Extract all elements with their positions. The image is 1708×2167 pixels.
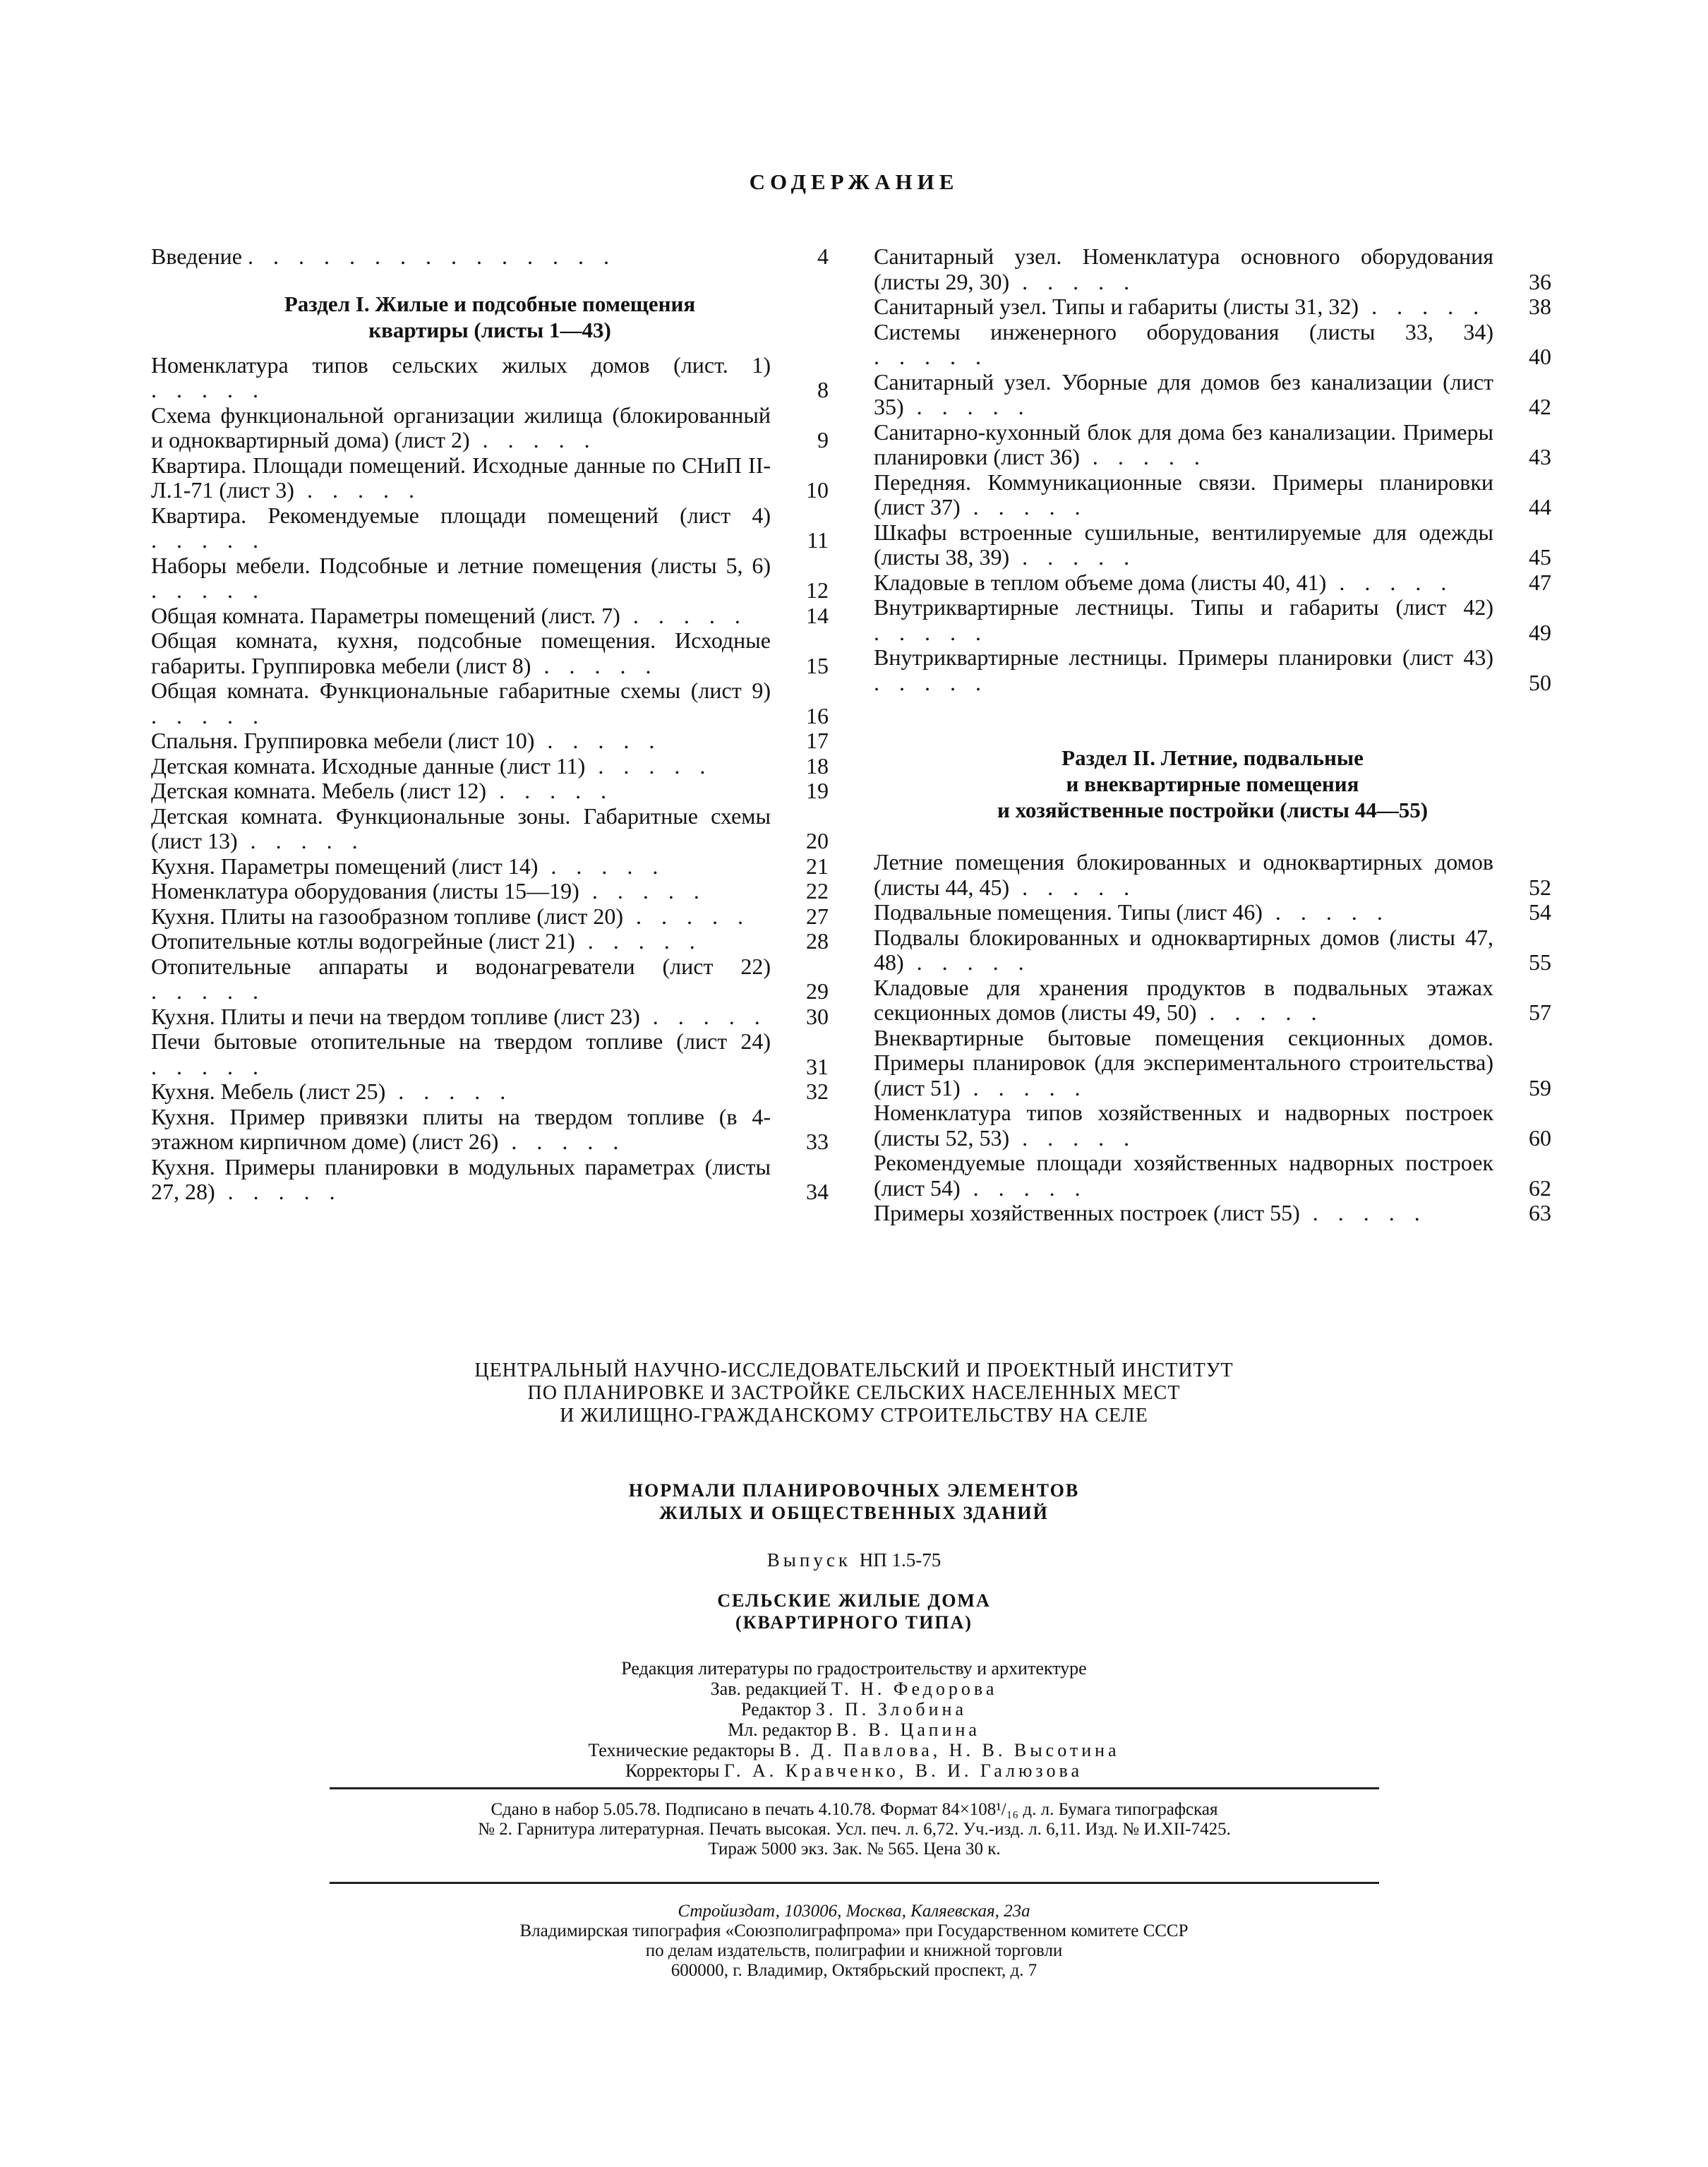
toc-entry-text: Номенклатура типов хозяйственных и надворных построек (листы 52, 53): [874, 1100, 1493, 1151]
toc-entry-page: 33: [806, 1129, 829, 1154]
leader-dots: . . . . .: [498, 1129, 626, 1154]
credit-line: [0, 1699, 1708, 1719]
toc-entry-page: 12: [806, 577, 829, 603]
toc-entry-page: 10: [806, 477, 829, 503]
leader-dots: . . . . .: [620, 602, 747, 628]
leader-dots: . . . . .: [1009, 268, 1137, 294]
toc-left-column: [151, 244, 829, 1205]
toc-entry-text: Схема функциональной организации жилища (блокированный и одноквартирный дома) (лист 2): [151, 402, 771, 452]
toc-entry: [151, 728, 829, 754]
toc-entry: [874, 320, 1551, 370]
toc-entry: [874, 570, 1551, 596]
toc-entry-text: Кухня. Плиты и печи на твердом топливе (лист 23): [151, 1003, 640, 1029]
credit-name: Г. А. Кравченко, В. И. Галюзова: [723, 1760, 1083, 1781]
toc-entry-text: Санитарный узел. Уборные для домов без канализации (лист 35): [874, 368, 1493, 419]
leader-dots: . . . . .: [585, 752, 713, 779]
section-heading-1: [151, 291, 829, 343]
toc-entry: [151, 403, 829, 453]
credit-name: В. Д. Павлова, Н. В. Высотина: [778, 1740, 1120, 1760]
toc-entry-text: Номенклатура типов сельских жилых домов (лист. 1): [151, 352, 771, 378]
leader-dots: . . . . .: [469, 427, 597, 452]
leader-dots: . . . . .: [903, 394, 1031, 419]
issue-label: Выпуск: [766, 1549, 851, 1571]
toc-entry-text: Детская комната. Функциональные зоны. Габаритные схемы (лист 13): [151, 803, 771, 853]
toc-entry-text: Санитарно-кухонный блок для дома без канализации. Примеры планировки (лист 36): [874, 419, 1493, 469]
toc-entry-page: 29: [806, 978, 829, 1004]
leader-dots: . . . . .: [215, 1179, 342, 1204]
credit-name: Т. Н. Федорова: [831, 1679, 998, 1699]
toc-entry: [151, 678, 829, 728]
toc-entry: [151, 503, 829, 553]
leader-dots: . . . . .: [1196, 1000, 1324, 1025]
toc-entry-page: 49: [1529, 619, 1551, 645]
toc-entry-text: Детская комната. Исходные данные (лист 11): [151, 752, 586, 779]
leader-dots: . . . . .: [575, 928, 702, 954]
toc-entry-page: 31: [806, 1053, 829, 1079]
leader-dots: . . . . .: [579, 878, 706, 904]
toc-entry-page: 42: [1529, 394, 1551, 419]
leader-dots: . . . . .: [1079, 444, 1207, 469]
leader-dots: . . . . .: [385, 1079, 513, 1104]
divider-rule: [330, 1882, 1379, 1884]
leader-dots: . . . . .: [151, 702, 265, 728]
toc-entry-page: 55: [1529, 949, 1551, 975]
credit-line: [0, 1740, 1708, 1760]
institute-line: И ЖИЛИЩНО-ГРАЖДАНСКОМУ СТРОИТЕЛЬСТВУ НА СЕЛЕ: [560, 1405, 1148, 1427]
toc-entry-page: 21: [806, 853, 829, 879]
toc-entry-text: Внеквартирные бытовые помещения секционных домов. Примеры планировок (для экспериментального строительства) (лист 51): [874, 1024, 1493, 1100]
print-info: [330, 1800, 1379, 1859]
toc-entry-text: Квартира. Площади помещений. Исходные данные по СНиП II-Л.1-71 (лист 3): [151, 452, 771, 503]
toc-entry: [874, 850, 1551, 900]
section-heading-2: [874, 745, 1551, 823]
toc-entry: [151, 1155, 829, 1205]
toc-entry-page: 9: [817, 427, 829, 452]
book-title-line: СЕЛЬСКИЕ ЖИЛЫЕ ДОМА: [717, 1590, 991, 1611]
toc-entry-page: 52: [1529, 874, 1551, 900]
leader-dots: . . . . .: [960, 1175, 1088, 1201]
toc-entry-intro: [151, 244, 829, 270]
credit-role: Мл. редактор: [728, 1719, 832, 1740]
toc-entry-text: Шкафы встроенные сушильные, вентилируемые для одежды (листы 38, 39): [874, 519, 1493, 570]
toc-entry-text: Наборы мебели. Подсобные и летние помещения (листы 5, 6): [151, 552, 771, 578]
section-heading-line: и внеквартирные помещения: [1066, 772, 1359, 796]
toc-entry-page: 63: [1529, 1200, 1551, 1225]
print-info-line: Сдано в набор 5.05.78. Подписано в печать 4.10.78. Формат 84×108¹/₁₆ д. л. Бумага типографская: [491, 1800, 1218, 1819]
toc-entry: [874, 900, 1551, 925]
section-heading-line: квартиры (листы 1—43): [368, 317, 611, 342]
toc-entry-page: 59: [1529, 1074, 1551, 1100]
toc-entry-page: 11: [807, 527, 829, 553]
leader-dots: . . . . .: [531, 652, 658, 678]
toc-entry-text: Кухня. Пример привязки плиты на твердом топливе (в 4-этажном кирпичном доме) (лист 26): [151, 1103, 771, 1154]
toc-entry-page: 16: [806, 702, 829, 728]
toc-entry-text: Спальня. Группировка мебели (лист 10): [151, 728, 535, 753]
toc-entry-text: Печи бытовые отопительные на твердом топливе (лист 24): [151, 1028, 771, 1054]
credit-role: Корректоры: [625, 1760, 720, 1781]
toc-entry-text: Общая комната, кухня, подсобные помещения. Исходные габариты. Группировка мебели (лист 8): [151, 628, 771, 678]
leader-dots: . . . . .: [538, 853, 666, 879]
section-heading-line: Раздел II. Летние, подвальные: [1062, 745, 1364, 770]
toc-entry-page: 54: [1529, 899, 1551, 925]
toc-entry-text: Санитарный узел. Номенклатура основного оборудования (листы 29, 30): [874, 244, 1493, 294]
leader-dots: . . . . .: [1359, 294, 1486, 319]
toc-entry-text: Кладовые для хранения продуктов в подвальных этажах секционных домов (листы 49, 50): [874, 974, 1493, 1025]
issue-code: НП 1.5-75: [859, 1549, 942, 1571]
toc-entry-text: Кухня. Примеры планировки в модульных параметрах (листы 27, 28): [151, 1153, 771, 1204]
book-title-line: (КВАРТИРНОГО ТИПА): [735, 1612, 973, 1633]
toc-entry-text: Кухня. Мебель (лист 25): [151, 1079, 386, 1104]
credit-line: [0, 1658, 1708, 1679]
printer-line: 600000, г. Владимир, Октябрьский проспект, д. 7: [670, 1961, 1038, 1980]
leader-dots: . . . . .: [151, 978, 265, 1004]
toc-entry: [151, 353, 829, 403]
toc-entry: [874, 645, 1551, 695]
toc-entry: [874, 1201, 1551, 1226]
toc-entry-text: Отопительные котлы водогрейные (лист 21): [151, 928, 575, 954]
toc-entry: [151, 1029, 829, 1079]
toc-entry-page: 4: [817, 244, 829, 269]
credit-line: [0, 1679, 1708, 1699]
toc-entry-page: 62: [1529, 1175, 1551, 1201]
leader-dots: . . . . .: [151, 577, 265, 603]
editorial-credits: [0, 1658, 1708, 1781]
divider-rule: [330, 1787, 1379, 1789]
leader-dots: . . . . .: [903, 949, 1031, 975]
toc-entry-page: 57: [1529, 1000, 1551, 1025]
section-heading-line: Раздел I. Жилые и подсобные помещения: [284, 291, 696, 316]
issue-number: [0, 1549, 1708, 1571]
toc-entry-text: Кухня. Параметры помещений (лист 14): [151, 853, 539, 879]
toc-entry: [874, 925, 1551, 976]
toc-entry: [151, 954, 829, 1004]
toc-entry-text: Введение: [151, 244, 242, 269]
page-title: СОДЕРЖАНИЕ: [749, 169, 959, 194]
toc-entry-page: 14: [806, 602, 829, 628]
toc-entry: [151, 1105, 829, 1155]
toc-entry-text: Передняя. Коммуникационные связи. Примеры планировки (лист 37): [874, 469, 1493, 520]
toc-entry: [151, 879, 829, 904]
series-line: НОРМАЛИ ПЛАНИРОВОЧНЫХ ЭЛЕМЕНТОВ: [628, 1480, 1080, 1501]
institute-line: ЦЕНТРАЛЬНЫЙ НАУЧНО-ИССЛЕДОВАТЕЛЬСКИЙ И ПРОЕКТНЫЙ ИНСТИТУТ: [474, 1359, 1234, 1381]
leader-dots: . . . . .: [1299, 1200, 1427, 1225]
toc-entry-page: 47: [1529, 569, 1551, 595]
toc-entry: [151, 754, 829, 779]
toc-entry-text: Кладовые в теплом объеме дома (листы 40, 41): [874, 569, 1327, 595]
leader-dots: . . . . .: [151, 527, 265, 553]
toc-list-right-a: [874, 244, 1551, 695]
toc-list-left: [151, 353, 829, 1205]
toc-entry-text: Подвальные помещения. Типы (лист 46): [874, 899, 1263, 925]
toc-entry: [874, 1151, 1551, 1201]
toc-entry: [874, 294, 1551, 320]
toc-entry: [151, 553, 829, 604]
credit-line: [0, 1760, 1708, 1781]
toc-entry: [874, 370, 1551, 420]
credit-name: З. П. Злобина: [815, 1699, 967, 1719]
toc-entry-text: Системы инженерного оборудования (листы 33, 34): [874, 318, 1493, 344]
toc-entry: [151, 854, 829, 880]
toc-entry: [874, 520, 1551, 570]
credit-role: Редакция литературы по градостроительству и архитектуре: [621, 1658, 1087, 1679]
leader-dots: . . . . .: [294, 477, 421, 503]
toc-entry-page: 34: [806, 1179, 829, 1204]
toc-entry-text: Внутриквартирные лестницы. Типы и габариты (лист 42): [874, 594, 1493, 620]
leader-dots: . . . . .: [1262, 899, 1390, 925]
section-heading-line: и хозяйственные постройки (листы 44—55): [997, 798, 1429, 822]
toc-entry: [151, 453, 829, 503]
toc-entry: [151, 904, 829, 930]
toc-entry-page: 30: [806, 1003, 829, 1029]
toc-entry: [874, 976, 1551, 1026]
toc-entry-text: Детская комната. Мебель (лист 12): [151, 778, 487, 803]
leader-dots: . . . . .: [151, 377, 265, 402]
toc-entry-page: 27: [806, 903, 829, 929]
toc-entry-page: 40: [1529, 344, 1551, 369]
leader-dots: . . . . .: [874, 619, 988, 645]
leader-dots: . . . . .: [960, 1074, 1088, 1100]
printer-line: по делам издательств, полиграфии и книжной торговли: [645, 1941, 1063, 1960]
toc-entry-text: Номенклатура оборудования (листы 15—19): [151, 878, 579, 904]
leader-dots: . . . . .: [874, 344, 988, 369]
publisher-address: Стройиздат, 103006, Москва, Каляевская, 23а: [678, 1902, 1030, 1921]
leader-dots: . . . . . . . . . . . . . . .: [247, 244, 616, 269]
toc-entry-page: 18: [806, 752, 829, 779]
toc-entry-page: 22: [806, 878, 829, 904]
book-title: [0, 1590, 1708, 1633]
leader-dots: . . . . .: [639, 1003, 767, 1029]
toc-entry: [874, 244, 1551, 294]
toc-entry: [874, 1026, 1551, 1101]
leader-dots: . . . . .: [623, 903, 750, 929]
leader-dots: . . . . .: [1009, 544, 1137, 570]
toc-entry: [151, 1079, 829, 1105]
toc-entry-text: Кухня. Плиты на газообразном топливе (лист 20): [151, 903, 623, 929]
leader-dots: . . . . .: [237, 828, 365, 853]
toc-entry-text: Подвалы блокированных и одноквартирных домов (листы 47, 48): [874, 924, 1493, 975]
institute-line: ПО ПЛАНИРОВКЕ И ЗАСТРОЙКЕ СЕЛЬСКИХ НАСЕЛЕННЫХ МЕСТ: [527, 1382, 1181, 1404]
toc-entry-text: Санитарный узел. Типы и габариты (листы 31, 32): [874, 294, 1359, 319]
toc-entry: [151, 929, 829, 954]
series-title: [0, 1479, 1708, 1525]
toc-entry: [874, 420, 1551, 470]
toc-entry: [874, 1100, 1551, 1151]
institute-name: [0, 1359, 1708, 1427]
leader-dots: . . . . .: [960, 494, 1088, 520]
toc-entry-page: 32: [806, 1079, 829, 1104]
toc-right-column: [874, 244, 1551, 1226]
credit-name: В. В. Цапина: [836, 1719, 980, 1740]
leader-dots: . . . . .: [1009, 1124, 1137, 1151]
credit-line: [0, 1719, 1708, 1740]
toc-entry-page: 60: [1529, 1124, 1551, 1151]
toc-entry-page: 20: [806, 828, 829, 853]
toc-entry-text: Рекомендуемые площади хозяйственных надворных построек (лист 54): [874, 1150, 1493, 1201]
toc-entry-page: 45: [1529, 544, 1551, 570]
toc-entry-page: 50: [1529, 669, 1551, 695]
leader-dots: . . . . .: [151, 1053, 265, 1079]
toc-entry-page: 15: [806, 652, 829, 678]
leader-dots: . . . . .: [1009, 874, 1137, 900]
print-info-line: Тираж 5000 экз. Зак. № 565. Цена 30 к.: [708, 1839, 1001, 1859]
print-info-line: № 2. Гарнитура литературная. Печать высокая. Усл. печ. л. 6,72. Уч.-изд. л. 6,11. Изд. № И.XII-7425.: [478, 1820, 1231, 1839]
leader-dots: . . . . .: [1326, 569, 1454, 595]
toc-entry: [151, 628, 829, 678]
toc-entry: [874, 470, 1551, 520]
toc-entry: [151, 779, 829, 804]
publisher-info: [0, 1902, 1708, 1981]
toc-entry-text: Внутриквартирные лестницы. Примеры планировки (лист 43): [874, 644, 1493, 670]
toc-entry-page: 19: [806, 778, 829, 803]
toc-entry: [874, 595, 1551, 645]
toc-entry-page: 36: [1529, 268, 1551, 294]
toc-entry-text: Общая комната. Параметры помещений (лист. 7): [151, 602, 620, 628]
series-line: ЖИЛЫХ И ОБЩЕСТВЕННЫХ ЗДАНИЙ: [659, 1503, 1049, 1523]
printer-line: Владимирская типография «Союзполиграфпрома» при Государственном комитете СССР: [519, 1921, 1189, 1940]
toc-entry-page: 8: [817, 377, 829, 402]
toc-entry-text: Примеры хозяйственных построек (лист 55): [874, 1200, 1300, 1225]
toc-entry: [151, 1004, 829, 1030]
leader-dots: . . . . .: [486, 778, 614, 803]
toc-entry: [151, 804, 829, 854]
toc-entry: [151, 604, 829, 629]
toc-entry-page: 43: [1529, 444, 1551, 469]
toc-entry-page: 17: [806, 728, 829, 753]
credit-role: Технические редакторы: [588, 1740, 775, 1760]
credit-role: Редактор: [741, 1699, 812, 1719]
toc-entry-page: 38: [1529, 294, 1551, 319]
leader-dots: . . . . .: [874, 669, 988, 695]
credit-role: Зав. редакцией: [710, 1679, 827, 1699]
toc-entry-page: 44: [1529, 494, 1551, 520]
leader-dots: . . . . .: [534, 728, 662, 753]
toc-list-right-b: [874, 850, 1551, 1226]
toc-entry-text: Квартира. Рекомендуемые площади помещений (лист 4): [151, 502, 771, 528]
toc-entry-text: Отопительные аппараты и водонагреватели (лист 22): [151, 953, 771, 979]
toc-entry-page: 28: [806, 928, 829, 954]
toc-entry-text: Летние помещения блокированных и одноквартирных домов (листы 44, 45): [874, 849, 1493, 900]
toc-entry-text: Общая комната. Функциональные габаритные схемы (лист 9): [151, 678, 771, 703]
